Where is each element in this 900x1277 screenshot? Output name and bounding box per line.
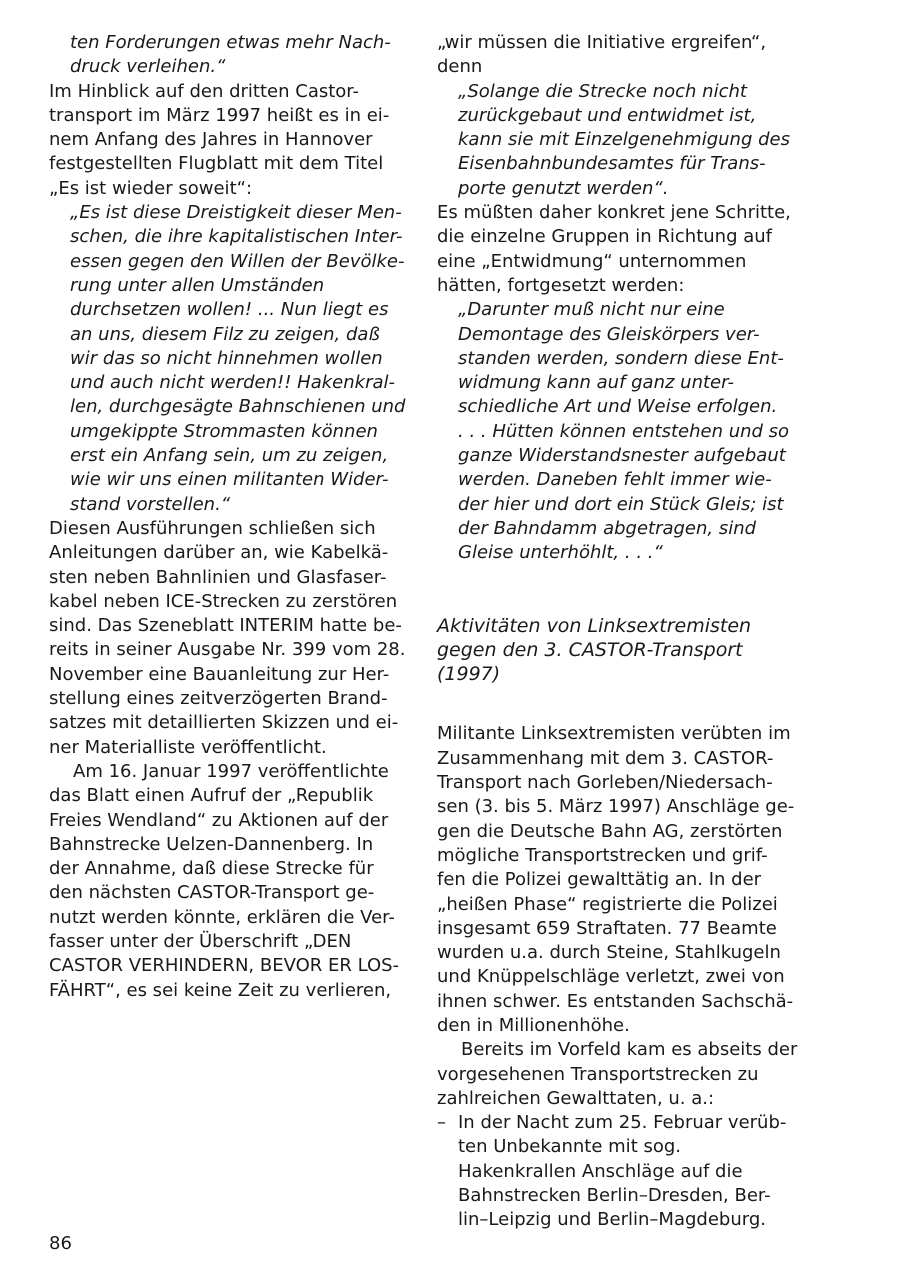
text-line xyxy=(49,857,409,881)
line-text: gegen den 3. CASTOR-Transport xyxy=(437,638,743,661)
line-text: satzes mit detaillierten Skizzen und ei- xyxy=(49,712,399,734)
line-text: Militante Linksextremisten verübten im xyxy=(437,723,791,745)
quote-line xyxy=(437,104,817,128)
section-heading-line xyxy=(437,662,817,686)
text-line xyxy=(49,177,409,201)
line-text: (1997) xyxy=(437,663,501,686)
quote-line xyxy=(49,225,409,249)
quote-line xyxy=(437,444,817,468)
line-text: ihnen schwer. Es entstanden Sachschä- xyxy=(437,990,794,1012)
line-text: Hakenkrallen Anschläge auf die xyxy=(458,1160,743,1182)
list-item-line xyxy=(437,1208,817,1232)
quote-line xyxy=(49,347,409,371)
line-text: len, durchgesägte Bahnschienen und xyxy=(70,396,406,418)
text-line xyxy=(437,747,817,771)
line-text: werden. Daneben fehlt immer wie- xyxy=(458,469,772,491)
line-text: Eisenbahnbundesamtes für Trans- xyxy=(458,153,766,175)
text-line xyxy=(49,930,409,954)
line-text: erst ein Anfang sein, um zu zeigen, xyxy=(70,445,389,467)
paragraph-first-line xyxy=(49,760,409,784)
text-line xyxy=(437,917,817,941)
quote-line xyxy=(437,128,817,152)
text-line xyxy=(49,906,409,930)
spacer xyxy=(437,686,817,722)
line-text: zurückgebaut und entwidmet ist, xyxy=(458,104,757,126)
text-line xyxy=(49,104,409,128)
line-text: rung unter allen Umständen xyxy=(70,274,325,296)
quote-line xyxy=(437,371,817,395)
quote-line xyxy=(437,152,817,176)
quote-line xyxy=(437,517,817,541)
line-text: „heißen Phase“ registrierte die Polizei xyxy=(437,893,778,915)
line-text: die einzelne Gruppen in Richtung auf xyxy=(437,226,772,248)
list-item-line xyxy=(437,1135,817,1159)
line-text: das Blatt einen Aufruf der „Republik xyxy=(49,785,374,807)
quote-line xyxy=(437,468,817,492)
quote-line xyxy=(437,177,817,201)
line-text: „Darunter muß nicht nur eine xyxy=(458,299,725,321)
text-line xyxy=(49,638,409,662)
line-text: und auch nicht werden!! Hakenkral- xyxy=(70,372,396,394)
text-line xyxy=(49,152,409,176)
line-text: Es müßten daher konkret jene Schritte, xyxy=(437,202,791,224)
line-text: Demontage des Gleiskörpers ver- xyxy=(458,323,760,345)
list-dash: – xyxy=(437,1112,446,1134)
text-line xyxy=(437,941,817,965)
line-text: ner Materialliste veröffentlicht. xyxy=(49,736,327,758)
line-text: porte genutzt werden“. xyxy=(458,177,669,199)
line-text: . . . Hütten können entstehen und so xyxy=(458,420,790,442)
line-text: eine „Entwidmung“ unternommen xyxy=(437,250,747,272)
line-text: schen, die ihre kapitalistischen Inter- xyxy=(70,226,403,248)
line-text: Freies Wendland“ zu Aktionen auf der xyxy=(49,809,389,831)
line-text: kann sie mit Einzelgenehmigung des xyxy=(458,129,790,151)
line-text: hätten, fortgesetzt werden: xyxy=(437,274,685,296)
text-line xyxy=(437,274,817,298)
line-text: stellung eines zeitverzögerten Brand- xyxy=(49,688,388,710)
line-text: nem Anfang des Jahres in Hannover xyxy=(49,129,373,151)
line-text: Am 16. Januar 1997 veröffentlichte xyxy=(73,760,389,782)
line-text: Bereits im Vorfeld kam es abseits der xyxy=(461,1039,798,1061)
line-text: festgestellten Flugblatt mit dem Titel xyxy=(49,153,384,175)
line-text: kabel neben ICE-Strecken zu zerstören xyxy=(49,590,398,612)
quote-line xyxy=(437,420,817,444)
text-line xyxy=(49,809,409,833)
quote-line xyxy=(49,298,409,322)
line-text: sen (3. bis 5. März 1997) Anschläge ge- xyxy=(437,796,795,818)
paragraph-first-line xyxy=(437,1038,817,1062)
line-text: Im Hinblick auf den dritten Castor- xyxy=(49,80,360,102)
right-column xyxy=(437,31,817,1233)
line-text: FÄHRT“, es sei keine Zeit zu verlieren, xyxy=(49,979,392,1001)
line-text: insgesamt 659 Straftaten. 77 Beamte xyxy=(437,917,777,939)
line-text: transport im März 1997 heißt es in ei- xyxy=(49,104,390,126)
line-text: sind. Das Szeneblatt INTERIM hatte be- xyxy=(49,615,402,637)
text-line xyxy=(437,771,817,795)
line-text: der Annahme, daß diese Strecke für xyxy=(49,858,374,880)
text-line xyxy=(437,201,817,225)
text-line xyxy=(49,566,409,590)
line-text: standen werden, sondern diese Ent- xyxy=(458,347,784,369)
line-text: schiedliche Art und Weise erfolgen. xyxy=(458,396,778,418)
section-heading-line xyxy=(437,614,817,638)
line-text: an uns, diesem Filz zu zeigen, daß xyxy=(70,323,380,345)
text-line xyxy=(437,893,817,917)
text-line xyxy=(49,833,409,857)
line-text: der hier und dort ein Stück Gleis; ist xyxy=(458,493,784,515)
text-line xyxy=(437,1014,817,1038)
line-text: Zusammenhang mit dem 3. CASTOR- xyxy=(437,747,774,769)
line-text: den nächsten CASTOR-Transport ge- xyxy=(49,882,375,904)
line-text: denn xyxy=(437,56,483,78)
left-column xyxy=(49,31,409,1003)
text-line xyxy=(437,31,817,55)
line-text: gen die Deutsche Bahn AG, zerstörten xyxy=(437,820,783,842)
text-line xyxy=(437,868,817,892)
text-line xyxy=(49,80,409,104)
quote-line xyxy=(437,80,817,104)
line-text: druck verleihen.“ xyxy=(70,56,226,78)
line-text: ten Forderungen etwas mehr Nach- xyxy=(70,32,391,53)
line-text: zahlreichen Gewalttaten, u. a.: xyxy=(437,1087,715,1109)
text-line xyxy=(49,128,409,152)
line-text: der Bahndamm abgetragen, sind xyxy=(458,517,757,539)
quote-line xyxy=(437,395,817,419)
line-text: lin–Leipzig und Berlin–Magdeburg. xyxy=(458,1209,766,1231)
line-text: sten neben Bahnlinien und Glasfaser- xyxy=(49,566,387,588)
quote-line xyxy=(49,371,409,395)
text-line xyxy=(437,55,817,79)
text-line xyxy=(49,687,409,711)
quote-line xyxy=(49,323,409,347)
text-line xyxy=(437,965,817,989)
line-text: wurden u.a. durch Steine, Stahlkugeln xyxy=(437,942,781,964)
quote-line xyxy=(49,201,409,225)
text-line xyxy=(437,250,817,274)
line-text: durchsetzen wollen! ... Nun liegt es xyxy=(70,299,389,321)
page-number: 86 xyxy=(49,1233,72,1254)
line-text: „Es ist diese Dreistigkeit dieser Men- xyxy=(70,202,402,224)
quote-line xyxy=(49,395,409,419)
line-text: essen gegen den Willen der Bevölke- xyxy=(70,250,405,272)
text-line xyxy=(49,736,409,760)
section-heading-line xyxy=(437,638,817,662)
text-line xyxy=(437,225,817,249)
quote-line xyxy=(437,298,817,322)
text-line xyxy=(49,881,409,905)
line-text: wir das so nicht hinnehmen wollen xyxy=(70,347,383,369)
text-line xyxy=(49,663,409,687)
list-item-line xyxy=(437,1184,817,1208)
text-line xyxy=(49,541,409,565)
text-line xyxy=(437,795,817,819)
text-line xyxy=(49,711,409,735)
line-text: Diesen Ausführungen schließen sich xyxy=(49,517,376,539)
line-text: wie wir uns einen militanten Wider- xyxy=(70,469,389,491)
line-text: den in Millionenhöhe. xyxy=(437,1014,630,1036)
line-text: Transport nach Gorleben/Niedersach- xyxy=(437,772,773,794)
line-text: ganze Widerstandsnester aufgebaut xyxy=(458,445,786,467)
spacer xyxy=(437,566,817,614)
line-text: und Knüppelschläge verletzt, zwei von xyxy=(437,966,785,988)
text-line xyxy=(49,784,409,808)
line-text: nutzt werden könnte, erklären die Ver- xyxy=(49,906,395,928)
quote-line xyxy=(49,55,409,79)
text-line xyxy=(437,820,817,844)
quote-line xyxy=(49,274,409,298)
line-text: stand vorstellen.“ xyxy=(70,493,231,515)
text-line xyxy=(437,990,817,1014)
line-text: Bahnstrecke Uelzen-Dannenberg. In xyxy=(49,833,374,855)
quote-line xyxy=(49,493,409,517)
line-text: ten Unbekannte mit sog. xyxy=(458,1136,682,1158)
quote-line xyxy=(437,347,817,371)
quote-line xyxy=(49,444,409,468)
line-text: In der Nacht zum 25. Februar verüb- xyxy=(458,1112,787,1134)
line-text: CASTOR VERHINDERN, BEVOR ER LOS- xyxy=(49,955,400,977)
quote-line xyxy=(437,493,817,517)
line-text: Bahnstrecken Berlin–Dresden, Ber- xyxy=(458,1185,771,1207)
line-text: reits in seiner Ausgabe Nr. 399 vom 28. xyxy=(49,639,406,661)
line-text: Anleitungen darüber an, wie Kabelkä- xyxy=(49,542,389,564)
line-text: fen die Polizei gewalttätig an. In der xyxy=(437,869,762,891)
line-text: mögliche Transportstrecken und grif- xyxy=(437,844,768,866)
text-line xyxy=(437,1087,817,1111)
text-line xyxy=(437,1063,817,1087)
line-text: umgekippte Strommasten können xyxy=(70,420,378,442)
quote-line xyxy=(49,250,409,274)
line-text: widmung kann auf ganz unter- xyxy=(458,372,735,394)
quote-line xyxy=(437,323,817,347)
line-text: November eine Bauanleitung zur Her- xyxy=(49,663,390,685)
line-text: fasser unter der Überschrift „DEN xyxy=(49,930,352,952)
line-text: Gleise unterhöhlt, . . .“ xyxy=(458,542,663,564)
text-line xyxy=(49,614,409,638)
text-line xyxy=(49,590,409,614)
quote-line xyxy=(49,468,409,492)
line-text: „Es ist wieder soweit“: xyxy=(49,177,253,199)
text-line xyxy=(437,722,817,746)
text-line xyxy=(49,954,409,978)
quote-line xyxy=(49,420,409,444)
list-item-line xyxy=(437,1160,817,1184)
line-text: Aktivitäten von Linksextremisten xyxy=(437,614,752,637)
line-text: vorgesehenen Transportstrecken zu xyxy=(437,1063,759,1085)
line-text: „wir müssen die Initiative ergreifen“, xyxy=(437,32,767,53)
text-line xyxy=(437,844,817,868)
text-line xyxy=(49,979,409,1003)
line-text: „Solange die Strecke noch nicht xyxy=(458,80,747,102)
quote-line xyxy=(437,541,817,565)
list-item-line xyxy=(437,1111,817,1135)
quote-line xyxy=(49,31,409,55)
text-line xyxy=(49,517,409,541)
